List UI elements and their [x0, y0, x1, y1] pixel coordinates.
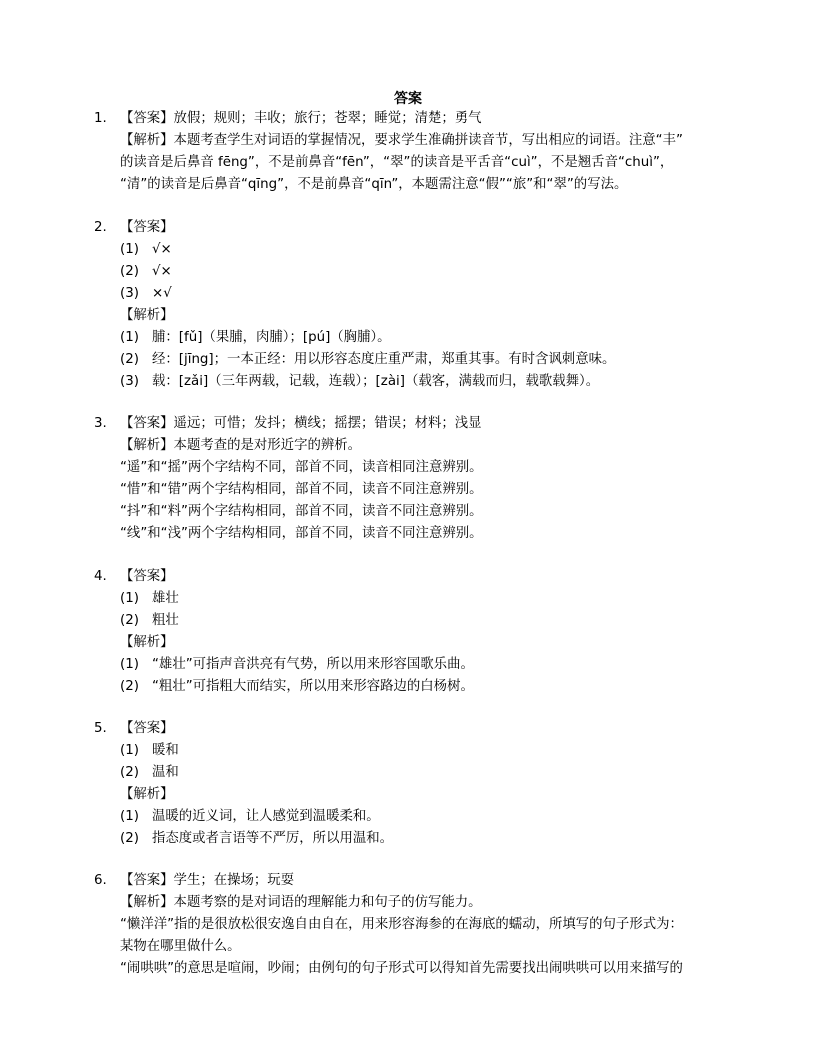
analysis-number: (2) — [120, 831, 139, 846]
answer-line: 【答案】学生；在操场；玩耍 — [120, 873, 295, 888]
analysis-label: 【解析】 — [120, 308, 174, 323]
item-number: (3) — [120, 286, 139, 301]
question-number: 6. — [94, 873, 107, 888]
item-number: (1) — [120, 591, 139, 606]
analysis-text: 指态度或者言语等不严厉，所以用温和。 — [152, 831, 394, 846]
item-text: 粗壮 — [152, 613, 179, 628]
item-number: (2) — [120, 264, 139, 279]
answer-line: 【答案】 — [120, 721, 174, 736]
item-text: 暖和 — [152, 743, 179, 758]
analysis-text: 脯：[fǔ]（果脯，肉脯）；[pú]（胸脯）。 — [152, 330, 391, 345]
item-number: (2) — [120, 765, 139, 780]
answer-line: 【答案】放假；规则；丰收；旅行；苍翠；睡觉；清楚；勇气 — [120, 111, 482, 126]
question-number: 1. — [94, 111, 107, 126]
analysis-number: (1) — [120, 809, 139, 824]
analysis-line: “抖”和“料”两个字结构相同，部首不同，读音不同注意辨别。 — [120, 504, 483, 519]
question-number: 5. — [94, 721, 107, 736]
analysis-line: 的读音是后鼻音 fēng”，不是前鼻音“fēn”，“翠”的读音是平舌音“cuì”，不是翘舌音“chuì”， — [120, 155, 674, 170]
question-number: 2. — [94, 220, 107, 235]
analysis-number: (1) — [120, 657, 139, 672]
item-number: (1) — [120, 743, 139, 758]
analysis-text: 载：[zǎi]（三年两载，记载，连载）；[zài]（载客，满载而归，载歌载舞）。 — [152, 374, 600, 389]
item-text: 温和 — [152, 765, 179, 780]
analysis-line: “惜”和“错”两个字结构相同，部首不同，读音不同注意辨别。 — [120, 482, 483, 497]
analysis-text: “粗壮”可指粗大而结实，所以用来形容路边的白杨树。 — [152, 679, 474, 694]
analysis-label: 【解析】 — [120, 635, 174, 650]
question-number: 3. — [94, 416, 107, 431]
item-text: √× — [152, 242, 172, 257]
analysis-text: 经：[jīng]；一本正经：用以形容态度庄重严肃，郑重其事。有时含讽刺意味。 — [152, 352, 616, 367]
question-number: 4. — [94, 569, 107, 584]
analysis-line: 【解析】本题考查学生对词语的掌握情况，要求学生准确拼读音节，写出相应的词语。注意“丰” — [120, 133, 683, 148]
answer-line: 【答案】 — [120, 220, 174, 235]
item-text: ×√ — [152, 286, 172, 301]
analysis-number: (2) — [120, 679, 139, 694]
analysis-number: (2) — [120, 352, 139, 367]
analysis-label: 【解析】 — [120, 787, 174, 802]
analysis-line: 某物在哪里做什么。 — [120, 939, 241, 954]
analysis-line: 【解析】本题考察的是对词语的理解能力和句子的仿写能力。 — [120, 895, 482, 910]
analysis-line: “线”和“浅”两个字结构相同，部首不同，读音不同注意辨别。 — [120, 526, 483, 541]
analysis-line: “懒洋洋”指的是很放松很安逸自由自在，用来形容海参的在海底的蠕动，所填写的句子形式为： — [120, 917, 683, 932]
analysis-line: “清”的读音是后鼻音“qīng”，不是前鼻音“qīn”，本题需注意“假”“旅”和“翠”的写法。 — [120, 177, 628, 192]
item-number: (2) — [120, 613, 139, 628]
page-title: 答案 — [394, 91, 422, 107]
item-number: (1) — [120, 242, 139, 257]
analysis-line: 【解析】本题考查的是对形近字的辨析。 — [120, 438, 362, 453]
answer-line: 【答案】 — [120, 569, 174, 584]
item-text: 雄壮 — [152, 591, 179, 606]
item-text: √× — [152, 264, 172, 279]
analysis-line: “遥”和“摇”两个字结构不同，部首不同，读音相同注意辨别。 — [120, 460, 483, 475]
analysis-text: “雄壮”可指声音洪亮有气势，所以用来形容国歌乐曲。 — [152, 657, 474, 672]
analysis-line: “闹哄哄”的意思是喧闹，吵闹；由例句的句子形式可以得知首先需要找出闹哄哄可以用来描写的 — [120, 961, 683, 976]
analysis-text: 温暖的近义词，让人感觉到温暖柔和。 — [152, 809, 380, 824]
analysis-number: (3) — [120, 374, 139, 389]
answer-line: 【答案】遥远；可惜；发抖；横线；摇摆；错误；材料；浅显 — [120, 416, 482, 431]
analysis-number: (1) — [120, 330, 139, 345]
